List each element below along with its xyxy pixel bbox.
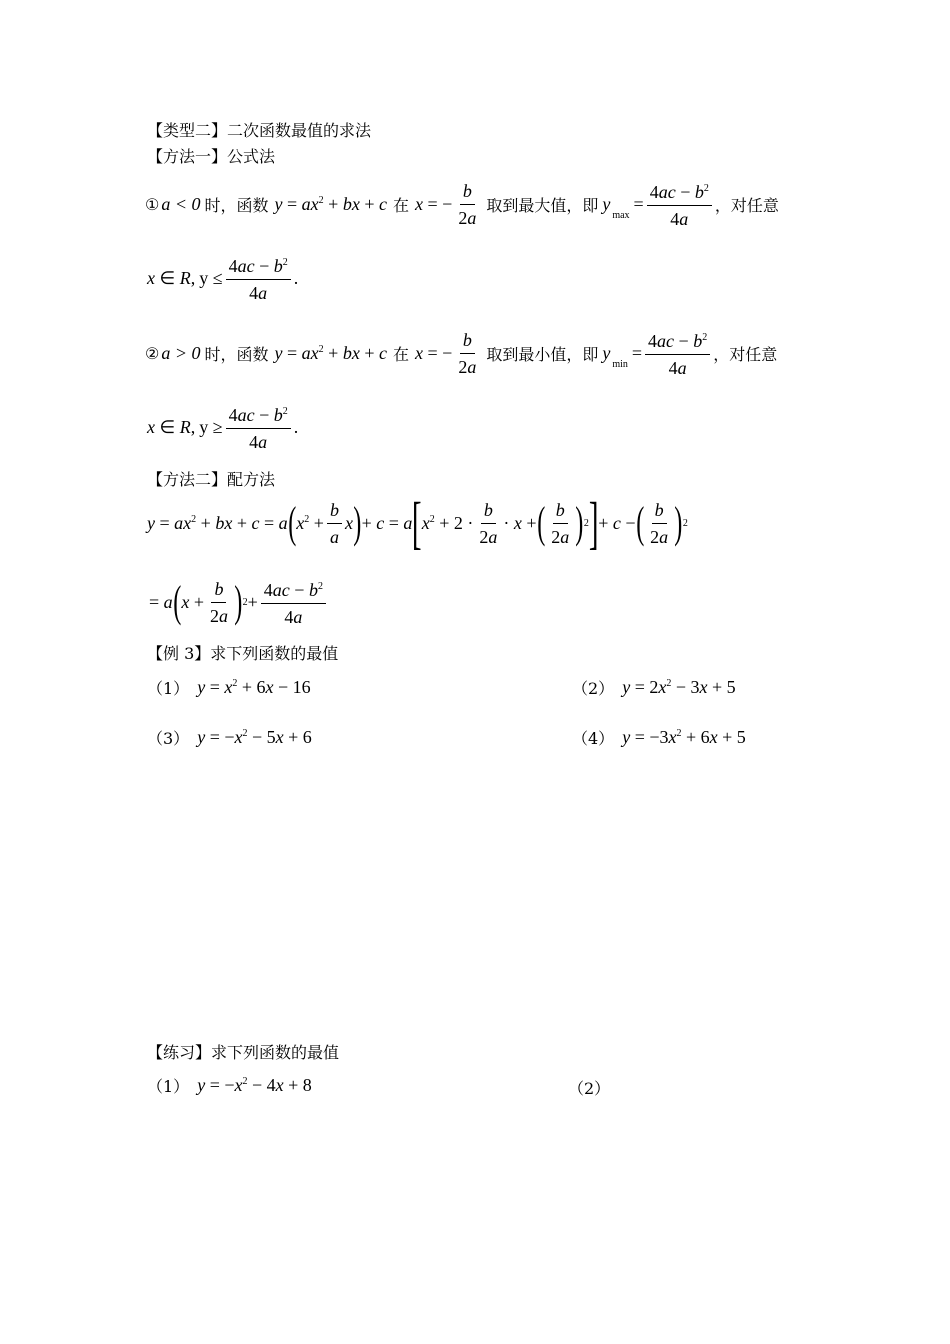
item1-equals: = bbox=[633, 193, 644, 214]
item1-text-any: ，对任意 bbox=[714, 195, 779, 215]
example-label-3: （3） bbox=[147, 729, 190, 748]
item2-text-min: 取到最小值，即 bbox=[486, 344, 599, 364]
item2-vertex-x: x = − bbox=[415, 342, 453, 363]
item2-y-sub: min bbox=[612, 358, 628, 370]
item1-vertex-frac: $\frac{b}{2a}$ bbox=[458, 180, 477, 228]
item2-text-function: 时，函数 bbox=[204, 344, 269, 364]
item1-quadratic: $y = ax^2$ + bx + c bbox=[274, 193, 387, 214]
item1-text-max: 取到最大值，即 bbox=[486, 195, 599, 215]
item1-vertex-x: x = − bbox=[415, 193, 453, 214]
item2-vertex-frac: $\frac{b}{2a}$ bbox=[458, 329, 477, 377]
item2-bound-frac: $\frac{4ac - b^2}{4a}$ bbox=[226, 401, 291, 453]
item2-condition: a > 0 bbox=[161, 342, 201, 363]
item1-line bbox=[145, 178, 779, 230]
method1-title: 【方法一】公式法 bbox=[147, 147, 276, 166]
completing-square-line1: $y = ax^2$ + bx + c = a ( $x^2$ + $\frac{b}{a}$ x ) + c = a [ $x^2 + 2$ · $\frac{b}{2a}$ · x + ( $\frac{b}{2a}$ ) 2 ] + c − ( $\frac{b}{2a}$ ) 2 bbox=[147, 490, 688, 555]
item1-text-at: 在 bbox=[392, 195, 409, 215]
section-title: 【类型二】二次函数最值的求法 bbox=[147, 121, 372, 140]
item2-min-frac: $\frac{4ac - b^2}{4a}$ bbox=[645, 327, 710, 379]
item1-text-function: 时，函数 bbox=[204, 195, 269, 215]
item2-text-any: ，对任意 bbox=[713, 344, 778, 364]
practice-label-1: （1） bbox=[147, 1077, 190, 1096]
item2-inequality: y ≥ bbox=[199, 416, 223, 437]
practice-problem-2 bbox=[568, 1076, 610, 1099]
item2-quadratic: $y = ax^2$ + bx + c bbox=[274, 342, 387, 363]
item1-condition: a < 0 bbox=[161, 193, 201, 214]
practice-label-2: （2） bbox=[568, 1079, 611, 1098]
item1-y-sub: max bbox=[612, 209, 630, 221]
item2-equals: = bbox=[631, 342, 643, 363]
completing-square-line2: = a ( x + $\frac{b}{2a}$ ) 2 + $\frac{4ac - b^2}{4a}$ bbox=[149, 576, 329, 628]
method2-title: 【方法二】配方法 bbox=[147, 470, 276, 489]
example-problem-2: （2） $y = 2x^2 - 3x + 5$ bbox=[572, 677, 736, 698]
item1-inequality: y ≤ bbox=[199, 267, 223, 288]
item1-conclusion: x ∈ R, y ≤ $\frac{4ac - b^2}{4a}$ . bbox=[147, 252, 298, 304]
item1-max-frac: $\frac{4ac - b^2}{4a}$ bbox=[647, 178, 712, 230]
item2-conclusion: x ∈ R, y ≥ $\frac{4ac - b^2}{4a}$ . bbox=[147, 401, 298, 453]
item1-marker: ① bbox=[145, 194, 160, 214]
example-title: 【例 3】求下列函数的最值 bbox=[147, 644, 339, 663]
example-label-1: （1） bbox=[147, 679, 190, 698]
item1-y: $y_{max}$ bbox=[602, 193, 630, 221]
item1-bound-frac: $\frac{4ac - b^2}{4a}$ bbox=[226, 252, 291, 304]
item2-line bbox=[145, 327, 777, 379]
example-label-2: （2） bbox=[572, 679, 615, 698]
example-problem-3: （3） $y = -x^2 - 5x + 6$ bbox=[147, 727, 312, 748]
item2-y: $y_{min}$ bbox=[602, 342, 628, 370]
practice-problem-1: （1） $y = -x^2 - 4x + 8$ bbox=[147, 1075, 312, 1096]
example-label-4: （4） bbox=[572, 729, 615, 748]
item2-marker: ② bbox=[145, 343, 160, 363]
example-problem-4: （4） $y = -3x^2 + 6x + 5$ bbox=[572, 727, 746, 748]
practice-title: 【练习】求下列函数的最值 bbox=[147, 1043, 340, 1062]
item2-text-at: 在 bbox=[392, 344, 409, 364]
example-problem-1: （1） $y = x^2 + 6x - 16$ bbox=[147, 677, 311, 698]
